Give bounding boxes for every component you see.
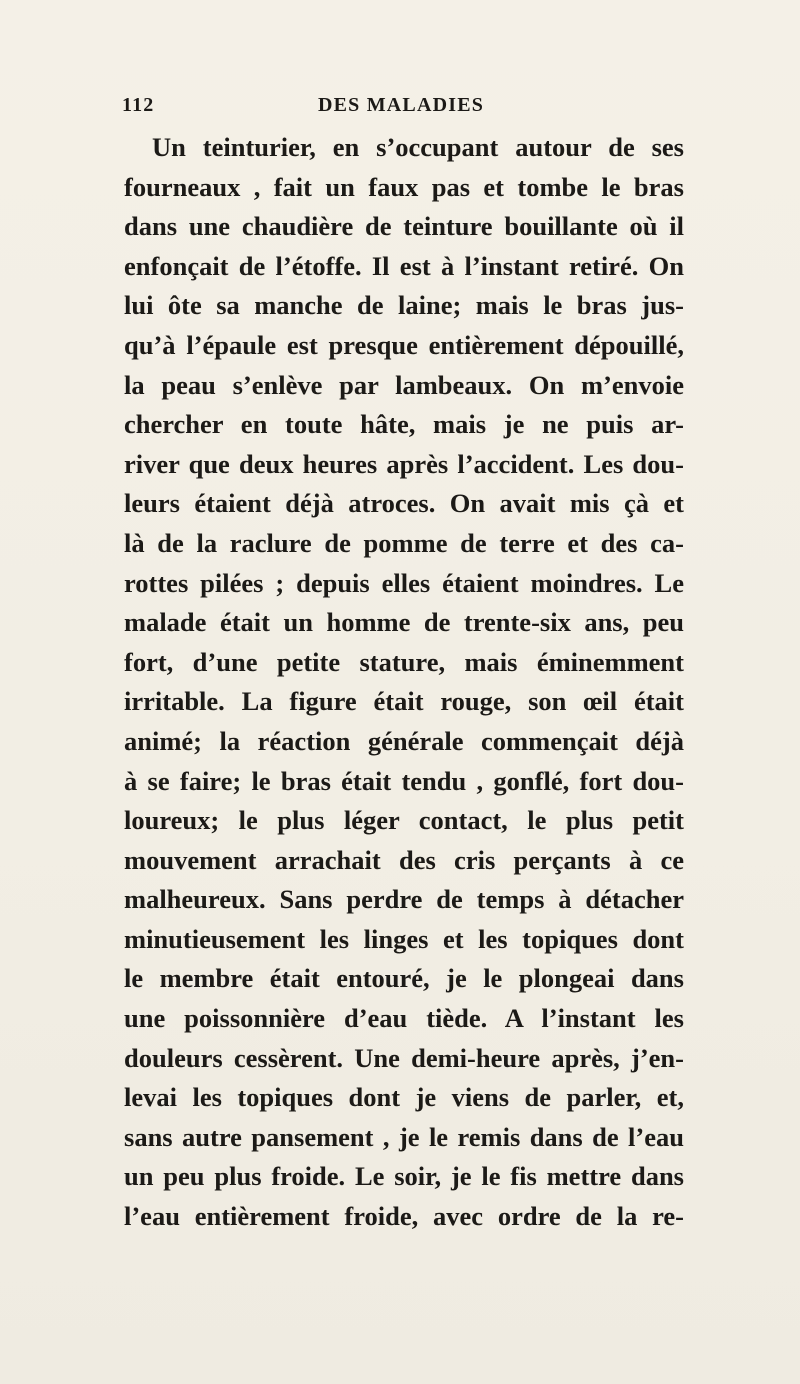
page-number: 112 [122, 94, 155, 116]
running-head [122, 94, 662, 128]
text-line: levai les topiques dont je viens de parler, et, [124, 1082, 684, 1113]
text-line: river que deux heures après l’accident. Les dou- [124, 448, 684, 479]
text-line: leurs étaient déjà atroces. On avait mis çà et [124, 488, 684, 519]
text-line: fort, d’une petite stature, mais éminemment [124, 646, 684, 677]
text-line: enfonçait de l’étoffe. Il est à l’instant retiré. On [124, 250, 684, 281]
text-line: dans une chaudière de teinture bouillante où il [124, 211, 684, 242]
text-line: douleurs cessèrent. Une demi-heure après, j’en- [124, 1042, 684, 1073]
text-line: la peau s’enlève par lambeaux. On m’envoie [124, 369, 684, 400]
text-line: irritable. La figure était rouge, son œil était [124, 686, 684, 717]
text-line: une poissonnière d’eau tiède. A l’instant les [124, 1003, 684, 1034]
text-line: malade était un homme de trente-six ans, peu [124, 607, 684, 638]
text-line: fourneaux , fait un faux pas et tombe le bras [124, 171, 684, 202]
text-line: mouvement arrachait des cris perçants à ce [124, 844, 684, 875]
text-line: sans autre pansement , je le remis dans de l’eau [124, 1121, 684, 1152]
text-line: l’eau entièrement froide, avec ordre de la re- [124, 1201, 684, 1232]
text-line: malheureux. Sans perdre de temps à détacher [124, 884, 684, 915]
text-line: qu’à l’épaule est presque entièrement dépouillé, [124, 329, 684, 360]
section-title: DES MALADIES [318, 94, 485, 116]
text-line: lui ôte sa manche de laine; mais le bras jus- [124, 290, 684, 321]
text-line: animé; la réaction générale commençait déjà [124, 725, 684, 756]
text-line: Un teinturier, en s’occupant autour de ses [152, 132, 684, 162]
text-line: rottes pilées ; depuis elles étaient moindres. Le [124, 567, 684, 598]
body-text [124, 128, 684, 1237]
text-line: à se faire; le bras était tendu , gonflé, fort dou- [124, 765, 684, 796]
text-line: là de la raclure de pomme de terre et des ca- [124, 527, 684, 558]
text-line: minutieusement les linges et les topiques dont [124, 923, 684, 954]
text-line: le membre était entouré, je le plongeai dans [124, 963, 684, 994]
text-line: chercher en toute hâte, mais je ne puis ar- [124, 409, 684, 440]
text-line: loureux; le plus léger contact, le plus petit [124, 805, 684, 836]
text-line: un peu plus froide. Le soir, je le fis mettre dans [124, 1161, 684, 1192]
